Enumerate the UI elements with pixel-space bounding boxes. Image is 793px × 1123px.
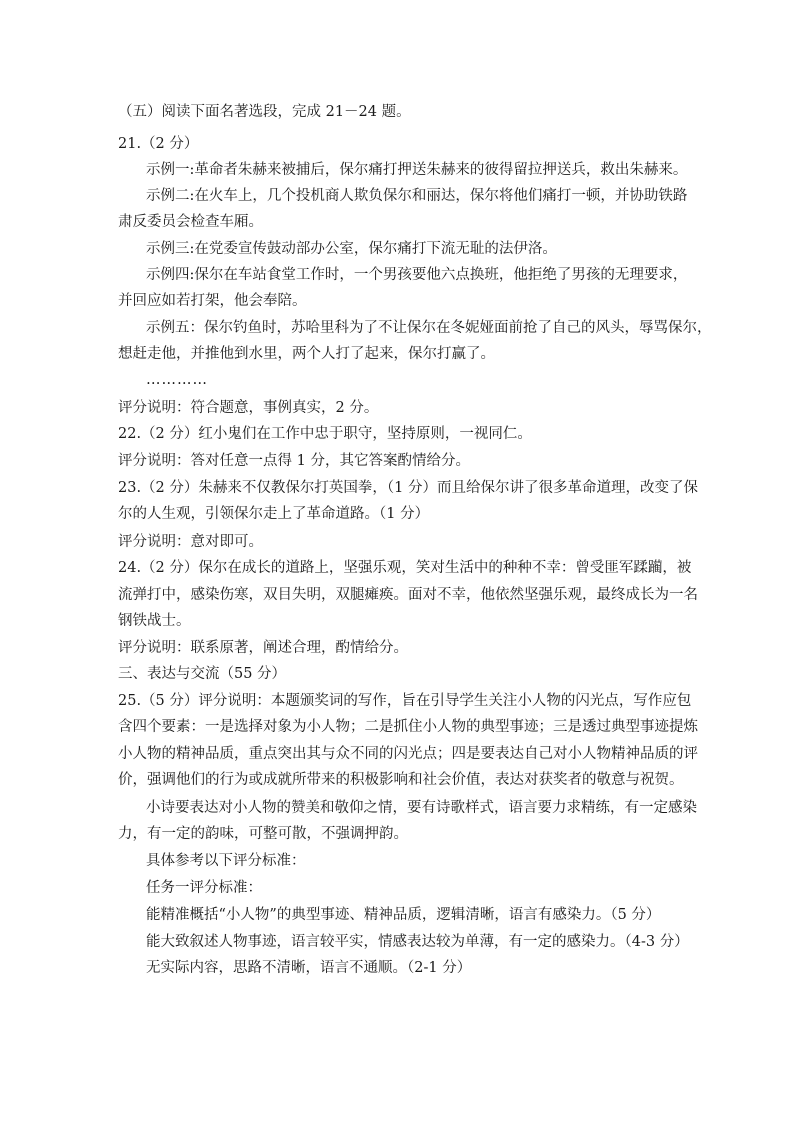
criteria-level-2-1: 无实际内容，思路不清晰，语言不通顺。（2-1 分） <box>146 960 472 976</box>
ellipsis: ………… <box>146 372 208 388</box>
q21-example-2-cont: 肃反委员会检查车厢。 <box>118 214 263 230</box>
q23-scoring-note: 评分说明：意对即可。 <box>118 534 263 550</box>
section-heading-three: 三、表达与交流（55 分） <box>118 666 287 682</box>
poem-requirement: 小诗要表达对小人物的赞美和敬仰之情，要有诗歌样式，语言要力求精练，有一定感染 <box>146 800 697 816</box>
poem-requirement-cont: 力，有一定的韵味，可整可散，不强调押韵。 <box>118 826 408 842</box>
q21-example-2: 示例二:在火车上，几个投机商人欺负保尔和丽达，保尔将他们痛打一顿，并协助铁路 <box>146 188 688 204</box>
q25-scoring-note-cont-3: 价，强调他们的行为或成就所带来的积极影响和社会价值，表达对获奖者的敬意与祝贺。 <box>118 772 684 788</box>
q24-answer-cont-2: 钢铁战士。 <box>118 613 191 629</box>
q24-answer: 24.（2 分）保尔在成长的道路上，坚强乐观，笑对生活中的种种不幸：曾受匪军蹂躏，被 <box>118 560 692 576</box>
q25-scoring-note-cont-2: 小人物的精神品质，重点突出其与众不同的闪光点；四是要表达自己对小人物精神品质的评 <box>118 746 698 762</box>
q24-scoring-note: 评分说明：联系原著，阐述合理，酌情给分。 <box>118 640 408 656</box>
criteria-level-5: 能精准概括“小人物”的典型事迹、精神品质，逻辑清晰，语言有感染力。（5 分） <box>146 907 661 923</box>
criteria-level-4-3: 能大致叙述人物事迹，语言较平实，情感表达较为单薄，有一定的感染力。（4-3 分） <box>146 934 689 950</box>
q21-example-5: 示例五：保尔钓鱼时，苏哈里科为了不让保尔在冬妮娅面前抢了自己的风头，辱骂保尔， <box>146 320 712 336</box>
q22-scoring-note: 评分说明：答对任意一点得 1 分，其它答案酌情给分。 <box>118 453 470 469</box>
q24-answer-cont: 流弹打中，感染伤寒，双目失明，双腿瘫痪。面对不幸，他依然坚强乐观，最终成长为一名 <box>118 587 698 603</box>
q21-example-4: 示例四:保尔在车站食堂工作时，一个男孩要他六点换班，他拒绝了男孩的无理要求， <box>146 267 688 283</box>
q25-scoring-note: 25.（5 分）评分说明：本题颁奖词的写作，旨在引导学生关注小人物的闪光点，写作应包 <box>118 693 692 709</box>
q21-example-1: 示例一:革命者朱赫来被捕后，保尔痛打押送朱赫来的彼得留拉押送兵，救出朱赫来。 <box>146 162 688 178</box>
q25-scoring-note-cont-1: 含四个要素：一是选择对象为小人物；二是抓住小人物的典型事迹；三是透过典型事迹提炼 <box>118 719 698 735</box>
q23-answer: 23.（2 分）朱赫来不仅教保尔打英国拳，（1 分）而且给保尔讲了很多革命道理，改变了保 <box>118 480 698 496</box>
q21-example-3: 示例三:在党委宣传鼓动部办公室，保尔痛打下流无耻的法伊洛。 <box>146 241 557 257</box>
criteria-intro: 具体参考以下评分标准： <box>146 853 306 869</box>
q21-example-5-cont: 想赶走他，并推他到水里，两个人打了起来，保尔打赢了。 <box>118 346 495 362</box>
q21-example-4-cont: 并回应如若打架，他会奉陪。 <box>118 293 307 309</box>
q23-answer-cont: 尔的人生观，引领保尔走上了革命道路。（1 分） <box>118 506 430 522</box>
q21-scoring-note: 评分说明：符合题意，事例真实，2 分。 <box>118 400 379 416</box>
section-heading-five: （五）阅读下面名著选段，完成 21－24 题。 <box>118 104 411 120</box>
q21-label: 21.（2 分） <box>118 136 199 152</box>
q22-answer: 22.（2 分）红小鬼们在工作中忠于职守，坚持原则，一视同仁。 <box>118 426 532 442</box>
task-one-criteria-heading: 任务一评分标准： <box>146 880 262 896</box>
